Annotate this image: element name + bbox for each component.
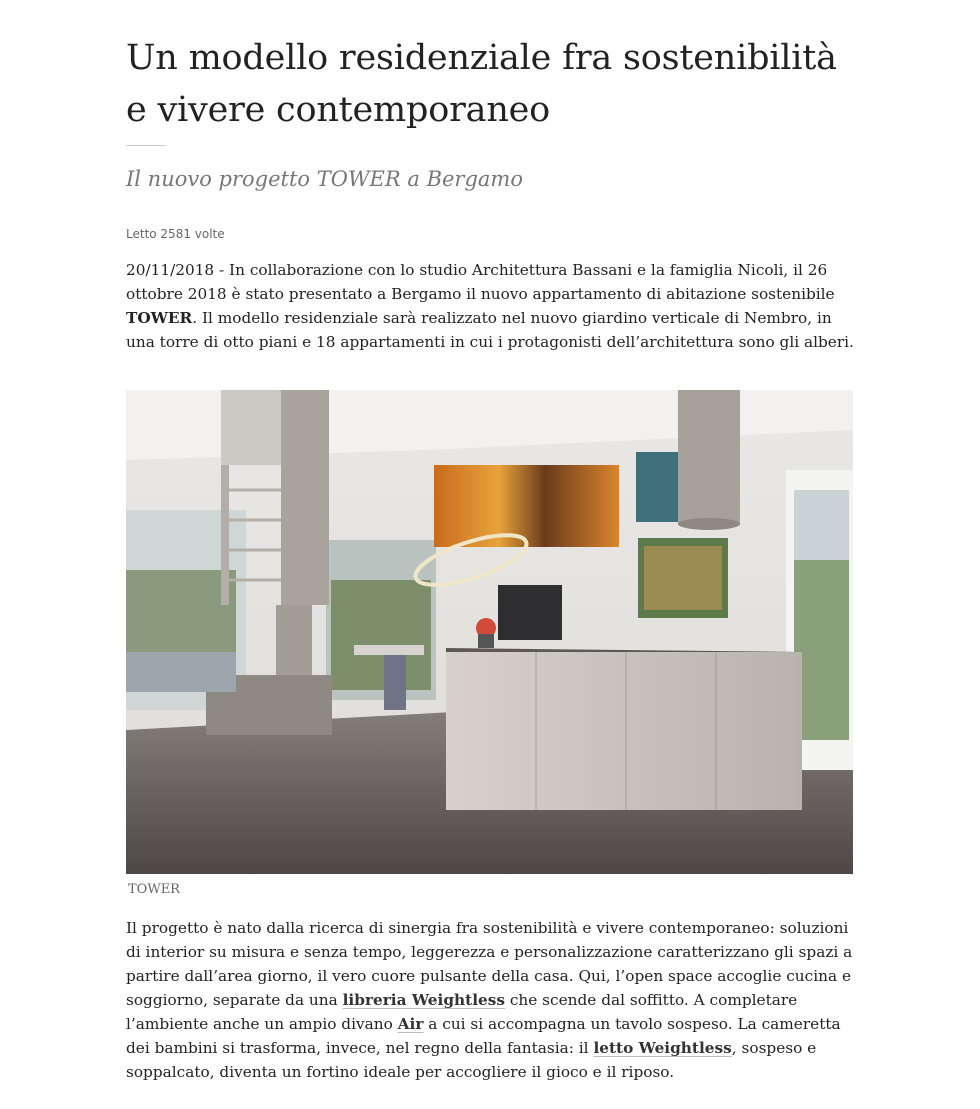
body-paragraph: [126, 916, 854, 1084]
body-text-4: , sospeso e soppalcato, diventa un fortino ideale per accogliere il gioco e il riposo.: [126, 1039, 817, 1081]
intro-text-end: . Il modello residenziale sarà realizzato nel nuovo giardino verticale di Nembro, in una torre di otto piani e 18 appartamenti in cui i protagonisti dell’architettura sono gli alberi.: [126, 309, 854, 351]
body-text-3: a cui si accompagna un tavolo sospeso. La cameretta dei bambini si trasforma, invece, nel regno della fantasia: il: [126, 1015, 841, 1057]
article-title: Un modello residenziale fra sostenibilità e vivere contemporaneo: [126, 38, 837, 130]
kitchen-photo: [126, 390, 853, 874]
title-divider: [126, 145, 166, 146]
letto-weightless-link[interactable]: letto Weightless: [593, 1039, 732, 1057]
body-text-2: che scende dal soffitto. A completare l’ambiente anche un ampio divano: [126, 991, 798, 1033]
article-subtitle: Il nuovo progetto TOWER a Bergamo: [126, 167, 523, 191]
hits-counter: Letto 2581 volte: [126, 227, 225, 241]
intro-text: 20/11/2018 - In collaborazione con lo studio Architettura Bassani e la famiglia Nicoli, il 26 ottobre 2018 è stato presentato a Bergamo il nuovo appartamento di abitazione sostenibile: [126, 261, 835, 303]
intro-paragraph: [126, 258, 854, 354]
body-text-1: Il progetto è nato dalla ricerca di sinergia fra sostenibilità e vivere contemporaneo: soluzioni di interior su misura e senza tempo, leggerezza e personalizzazione caratterizzano gli spazi a partire dall’area giorno, il vero cuore pulsante della casa. Qui, l’open space accoglie cucina e soggiorno, separate da una: [126, 919, 853, 1009]
intro-bold-tower: TOWER: [126, 309, 193, 327]
article-image[interactable]: [126, 390, 853, 874]
image-caption: TOWER: [128, 882, 180, 897]
air-sofa-link[interactable]: Air: [397, 1015, 424, 1033]
libreria-weightless-link[interactable]: libreria Weightless: [342, 991, 505, 1009]
